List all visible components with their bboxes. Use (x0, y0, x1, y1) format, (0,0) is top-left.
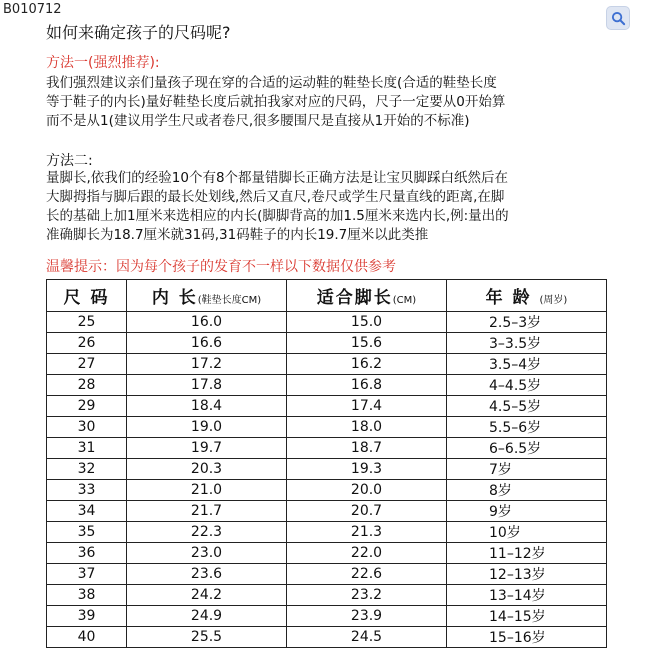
cell-age: 13–14岁 (447, 585, 607, 606)
table-row (47, 480, 607, 501)
table-row (47, 543, 607, 564)
cell-size: 29 (47, 396, 127, 417)
cell-foot-length: 22.0 (287, 543, 447, 564)
cell-size: 34 (47, 501, 127, 522)
cell-inner-length: 23.0 (127, 543, 287, 564)
cell-age: 4–4.5岁 (447, 375, 607, 396)
cell-inner-length: 24.9 (127, 606, 287, 627)
method1-text (46, 74, 505, 131)
cell-size: 36 (47, 543, 127, 564)
cell-age: 9岁 (447, 501, 607, 522)
header-foot-length (287, 280, 447, 312)
cell-age: 4.5–5岁 (447, 396, 607, 417)
cell-age: 3–3.5岁 (447, 333, 607, 354)
header-size (47, 280, 127, 312)
method2-line: 量脚长,依我们的经验10个有8个都量错脚长正确方法是让宝贝脚踩白纸然后在 (46, 170, 509, 186)
table-row (47, 333, 607, 354)
cell-size: 26 (47, 333, 127, 354)
table-row (47, 459, 607, 480)
cell-inner-length: 22.3 (127, 522, 287, 543)
method2-line: 大脚拇指与脚后跟的最长处划线,然后又直尺,卷尺或学生尺量直线的距离,在脚 (46, 189, 505, 205)
cell-inner-length: 19.7 (127, 438, 287, 459)
table-row (47, 564, 607, 585)
magnify-icon (611, 11, 626, 26)
method2-line: 准确脚长为18.7厘米就31码,31码鞋子的内长19.7厘米以此类推 (46, 227, 429, 243)
cell-inner-length: 21.7 (127, 501, 287, 522)
cell-foot-length: 23.2 (287, 585, 447, 606)
cell-size: 40 (47, 627, 127, 648)
header-inner-length-unit: (鞋垫长度CM) (197, 295, 262, 306)
table-row (47, 417, 607, 438)
method2-line: 长的基础上加1厘米来选相应的内长(脚脚背高的加1.5厘米来选内长,例:量出的 (46, 208, 509, 224)
cell-age: 12–13岁 (447, 564, 607, 585)
cell-foot-length: 18.7 (287, 438, 447, 459)
table-row (47, 375, 607, 396)
cell-inner-length: 17.8 (127, 375, 287, 396)
cell-inner-length: 17.2 (127, 354, 287, 375)
cell-inner-length: 20.3 (127, 459, 287, 480)
table-row (47, 438, 607, 459)
cell-size: 31 (47, 438, 127, 459)
size-chart-table (46, 279, 607, 648)
table-row (47, 627, 607, 648)
page-title: 如何来确定孩子的尺码呢? (46, 23, 231, 42)
cell-size: 28 (47, 375, 127, 396)
tip-notice: 温馨提示：因为每个孩子的发育不一样以下数据仅供参考 (46, 259, 396, 275)
cell-foot-length: 18.0 (287, 417, 447, 438)
zoom-button[interactable] (606, 6, 630, 30)
table-row (47, 501, 607, 522)
cell-inner-length: 16.6 (127, 333, 287, 354)
cell-age: 6–6.5岁 (447, 438, 607, 459)
header-size-label: 尺 码 (63, 288, 110, 308)
cell-size: 39 (47, 606, 127, 627)
cell-inner-length: 21.0 (127, 480, 287, 501)
method1-line: 等于鞋子的内长)量好鞋垫长度后就拍我家对应的尺码，尺子一定要从0开始算 (46, 94, 506, 110)
cell-size: 33 (47, 480, 127, 501)
cell-age: 14–15岁 (447, 606, 607, 627)
header-inner-length-label: 内 长 (151, 288, 198, 308)
method2-text (46, 169, 509, 245)
header-foot-length-label: 适合脚长 (316, 288, 393, 308)
table-header-row (47, 280, 607, 312)
cell-foot-length: 24.5 (287, 627, 447, 648)
cell-age: 7岁 (447, 459, 607, 480)
cell-foot-length: 23.9 (287, 606, 447, 627)
header-age (447, 280, 607, 312)
cell-size: 38 (47, 585, 127, 606)
header-age-label: 年 龄 (485, 288, 532, 308)
method2-heading: 方法二: (46, 153, 93, 169)
product-code: B010712 (3, 2, 62, 17)
cell-inner-length: 16.0 (127, 312, 287, 333)
cell-size: 27 (47, 354, 127, 375)
header-inner-length (127, 280, 287, 312)
cell-age: 3.5–4岁 (447, 354, 607, 375)
table-row (47, 522, 607, 543)
cell-inner-length: 25.5 (127, 627, 287, 648)
cell-foot-length: 22.6 (287, 564, 447, 585)
cell-foot-length: 17.4 (287, 396, 447, 417)
cell-inner-length: 18.4 (127, 396, 287, 417)
table-row (47, 354, 607, 375)
cell-foot-length: 21.3 (287, 522, 447, 543)
cell-size: 32 (47, 459, 127, 480)
cell-inner-length: 19.0 (127, 417, 287, 438)
cell-size: 30 (47, 417, 127, 438)
cell-size: 35 (47, 522, 127, 543)
cell-age: 5.5–6岁 (447, 417, 607, 438)
cell-foot-length: 15.0 (287, 312, 447, 333)
method1-line: 我们强烈建议亲们量孩子现在穿的合适的运动鞋的鞋垫长度(合适的鞋垫长度 (46, 75, 497, 91)
cell-foot-length: 16.2 (287, 354, 447, 375)
cell-foot-length: 15.6 (287, 333, 447, 354)
cell-size: 37 (47, 564, 127, 585)
cell-age: 15–16岁 (447, 627, 607, 648)
header-age-unit: (周岁) (539, 295, 568, 306)
cell-size: 25 (47, 312, 127, 333)
method1-line: 而不是从1(建议用学生尺或者卷尺,很多腰围尺是直接从1开始的不标准) (46, 113, 470, 129)
cell-age: 8岁 (447, 480, 607, 501)
cell-foot-length: 20.0 (287, 480, 447, 501)
cell-inner-length: 23.6 (127, 564, 287, 585)
header-foot-length-unit: (CM) (392, 295, 417, 306)
cell-foot-length: 19.3 (287, 459, 447, 480)
cell-age: 10岁 (447, 522, 607, 543)
cell-inner-length: 24.2 (127, 585, 287, 606)
table-row (47, 606, 607, 627)
cell-foot-length: 16.8 (287, 375, 447, 396)
cell-foot-length: 20.7 (287, 501, 447, 522)
method1-heading: 方法一(强烈推荐): (46, 55, 160, 71)
cell-age: 2.5–3岁 (447, 312, 607, 333)
table-row (47, 585, 607, 606)
cell-age: 11–12岁 (447, 543, 607, 564)
table-row (47, 396, 607, 417)
table-row (47, 312, 607, 333)
